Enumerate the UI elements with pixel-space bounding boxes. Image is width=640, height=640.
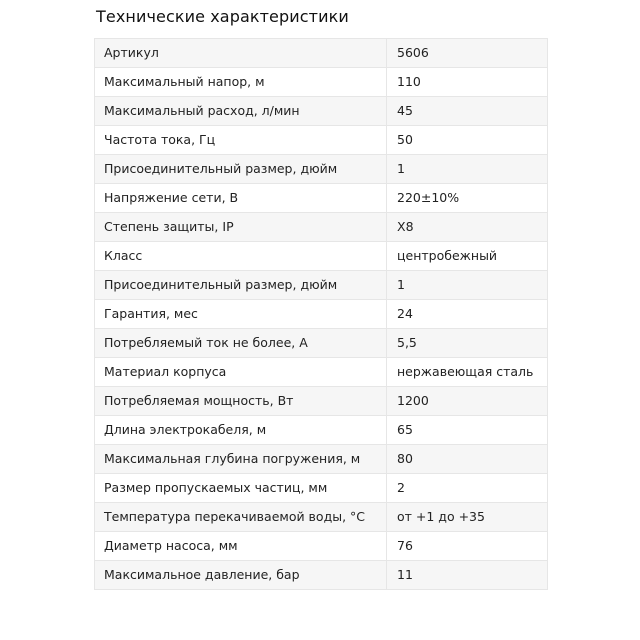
specs-table-body — [95, 39, 548, 590]
specs-table — [94, 38, 548, 590]
table-row — [95, 97, 548, 126]
spec-value: 1 — [387, 271, 548, 300]
spec-name: Присоединительный размер, дюйм — [95, 155, 387, 184]
spec-name: Степень защиты, IP — [95, 213, 387, 242]
spec-name: Частота тока, Гц — [95, 126, 387, 155]
table-row — [95, 213, 548, 242]
spec-value: 24 — [387, 300, 548, 329]
spec-value: нержавеющая сталь — [387, 358, 548, 387]
table-row — [95, 358, 548, 387]
spec-name: Напряжение сети, В — [95, 184, 387, 213]
spec-value: 5606 — [387, 39, 548, 68]
spec-name: Максимальное давление, бар — [95, 561, 387, 590]
spec-name: Присоединительный размер, дюйм — [95, 271, 387, 300]
spec-value: 65 — [387, 416, 548, 445]
table-row — [95, 387, 548, 416]
table-row — [95, 184, 548, 213]
spec-value: 5,5 — [387, 329, 548, 358]
spec-name: Класс — [95, 242, 387, 271]
spec-name: Потребляемая мощность, Вт — [95, 387, 387, 416]
spec-name: Максимальная глубина погружения, м — [95, 445, 387, 474]
spec-value: от +1 до +35 — [387, 503, 548, 532]
spec-name: Максимальный напор, м — [95, 68, 387, 97]
table-row — [95, 474, 548, 503]
page-title: Технические характеристики — [96, 7, 349, 26]
spec-name: Температура перекачиваемой воды, °С — [95, 503, 387, 532]
spec-name: Артикул — [95, 39, 387, 68]
spec-value: 1 — [387, 155, 548, 184]
table-row — [95, 445, 548, 474]
table-row — [95, 39, 548, 68]
spec-value: X8 — [387, 213, 548, 242]
table-row — [95, 300, 548, 329]
spec-name: Размер пропускаемых частиц, мм — [95, 474, 387, 503]
spec-name: Диаметр насоса, мм — [95, 532, 387, 561]
table-row — [95, 271, 548, 300]
spec-value: 45 — [387, 97, 548, 126]
table-row — [95, 503, 548, 532]
spec-value: 50 — [387, 126, 548, 155]
table-row — [95, 561, 548, 590]
table-row — [95, 242, 548, 271]
spec-value: 80 — [387, 445, 548, 474]
spec-name: Материал корпуса — [95, 358, 387, 387]
spec-value: 1200 — [387, 387, 548, 416]
spec-name: Длина электрокабеля, м — [95, 416, 387, 445]
spec-value: 2 — [387, 474, 548, 503]
spec-name: Потребляемый ток не более, А — [95, 329, 387, 358]
table-row — [95, 416, 548, 445]
spec-value: 110 — [387, 68, 548, 97]
table-row — [95, 155, 548, 184]
table-row — [95, 126, 548, 155]
spec-value: 11 — [387, 561, 548, 590]
table-row — [95, 329, 548, 358]
spec-name: Гарантия, мес — [95, 300, 387, 329]
table-row — [95, 532, 548, 561]
spec-value: 76 — [387, 532, 548, 561]
spec-value: 220±10% — [387, 184, 548, 213]
spec-value: центробежный — [387, 242, 548, 271]
spec-name: Максимальный расход, л/мин — [95, 97, 387, 126]
table-row — [95, 68, 548, 97]
